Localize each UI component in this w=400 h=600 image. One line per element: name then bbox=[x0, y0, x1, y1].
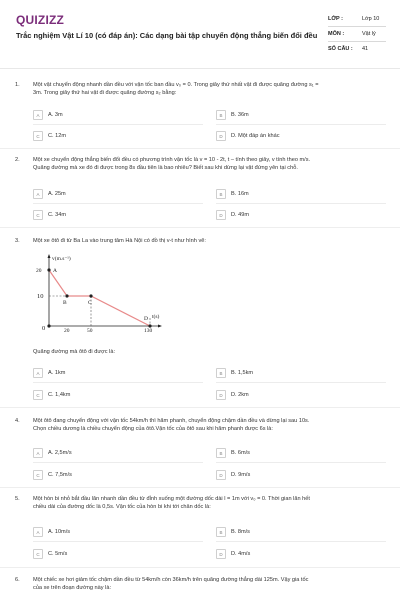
meta-value: Lớp 10 bbox=[362, 16, 380, 22]
meta-count bbox=[328, 46, 368, 52]
option-d[interactable] bbox=[216, 131, 280, 141]
option-b[interactable] bbox=[216, 527, 250, 537]
option-letter-box: C bbox=[33, 210, 43, 220]
y-tick-10: 10 bbox=[37, 293, 44, 300]
option-letter-box: D bbox=[216, 470, 226, 480]
option-letter-box: D bbox=[216, 210, 226, 220]
option-a[interactable] bbox=[33, 448, 72, 458]
option-b[interactable] bbox=[216, 448, 250, 458]
point-label-a: A bbox=[53, 268, 57, 274]
divider bbox=[0, 148, 400, 149]
option-c[interactable] bbox=[33, 390, 70, 400]
point-a bbox=[47, 268, 50, 271]
option-c[interactable] bbox=[33, 470, 72, 480]
option-letter-box: B bbox=[216, 368, 226, 378]
option-text: B. 16m bbox=[231, 191, 249, 197]
question-number: 4. bbox=[15, 418, 20, 424]
question-line: Một ôtô đang chuyển động với vận tốc 54km/h thì hãm phanh, chuyển động chậm dần đều và dừng lại sau 10s. bbox=[33, 418, 310, 424]
divider bbox=[0, 407, 400, 408]
option-text: B. 1,5km bbox=[231, 370, 254, 376]
question-line: Một vật chuyển động nhanh dần đều với vận tốc ban đầu v₀ = 0. Trong giây thứ nhất vật đi được quãng đường s₁ = bbox=[33, 82, 319, 88]
option-letter-box: D bbox=[216, 390, 226, 400]
divider bbox=[216, 124, 386, 125]
question-line: 3m. Trong giây thứ hai vật đi được quãng đường s₂ bằng: bbox=[33, 90, 177, 96]
option-text: D. 49m bbox=[231, 212, 250, 218]
page-title: Trắc nghiệm Vật Lí 10 (có đáp án): Các dạng bài tập chuyển động thẳng biến đổi đều bbox=[16, 31, 318, 40]
question-text bbox=[33, 237, 385, 245]
option-text: C. 7,5m/s bbox=[48, 472, 72, 478]
question-text: Quãng đường mà ôtô đi được là: bbox=[33, 349, 115, 355]
option-text: A. 2,5m/s bbox=[48, 450, 72, 456]
x-axis-arrow bbox=[158, 325, 162, 328]
option-letter-box: D bbox=[216, 131, 226, 141]
meta-subject bbox=[328, 31, 376, 37]
question-line: Một chiếc xe hơi giảm tốc chậm dần đều từ 54km/h còn 36km/h trên quãng đường thẳng dài 125m. Vậy gia tốc bbox=[33, 577, 309, 583]
option-b[interactable] bbox=[216, 368, 253, 378]
option-text: B. 8m/s bbox=[231, 529, 250, 535]
divider bbox=[0, 487, 400, 488]
option-text: C. 34m bbox=[48, 212, 67, 218]
option-c[interactable] bbox=[33, 131, 66, 141]
option-letter-box: B bbox=[216, 189, 226, 199]
point-b bbox=[65, 294, 68, 297]
question-line: chiều dài của đường dốc là 0,5s. Vận tốc của hòn bi khi tới chân dốc là: bbox=[33, 504, 211, 510]
question-line: của xe trên đoạn đường này là: bbox=[33, 585, 112, 591]
question-text bbox=[33, 576, 385, 592]
option-text: A. 1km bbox=[48, 370, 66, 376]
option-c[interactable] bbox=[33, 549, 67, 559]
meta-label: SỐ CÂU : bbox=[328, 46, 353, 52]
x-axis-label: t(s) bbox=[152, 314, 160, 320]
x-tick-50: 50 bbox=[87, 328, 93, 332]
meta-value: 41 bbox=[362, 46, 369, 52]
question-number: 3. bbox=[15, 238, 20, 244]
question-number: 5. bbox=[15, 496, 20, 502]
option-text: B. 6m/s bbox=[231, 450, 250, 456]
question-line: Chọn chiều dương là chiều chuyển động của ôtô.Vận tốc của ôtô sau khi hãm phanh được 6s là: bbox=[33, 426, 273, 432]
option-d[interactable] bbox=[216, 210, 249, 220]
question-text bbox=[33, 495, 385, 511]
option-text: C. 1,4km bbox=[48, 392, 71, 398]
divider bbox=[216, 382, 386, 383]
divider bbox=[33, 462, 203, 463]
option-letter-box: B bbox=[216, 110, 226, 120]
option-c[interactable] bbox=[33, 210, 66, 220]
option-b[interactable] bbox=[216, 110, 249, 120]
option-text: A. 3m bbox=[48, 112, 63, 118]
option-a[interactable] bbox=[33, 189, 66, 199]
option-letter-box: B bbox=[216, 527, 226, 537]
option-a[interactable] bbox=[33, 368, 65, 378]
header bbox=[0, 0, 400, 64]
question-text bbox=[33, 156, 385, 172]
option-text: D. 9m/s bbox=[231, 472, 251, 478]
point-label-c: C bbox=[88, 300, 92, 306]
option-d[interactable] bbox=[216, 549, 250, 559]
option-a[interactable] bbox=[33, 527, 70, 537]
option-letter-box: A bbox=[33, 527, 43, 537]
question-text bbox=[33, 417, 385, 433]
meta-label: MÔN : bbox=[328, 31, 345, 37]
meta-class bbox=[328, 16, 379, 22]
option-letter-box: C bbox=[33, 390, 43, 400]
point-label-b: B bbox=[63, 300, 67, 306]
divider bbox=[216, 462, 386, 463]
option-text: A. 10m/s bbox=[48, 529, 71, 535]
brand-logo: QUIZIZZ bbox=[16, 13, 65, 27]
option-letter-box: A bbox=[33, 189, 43, 199]
divider bbox=[33, 382, 203, 383]
option-letter-box: B bbox=[216, 448, 226, 458]
meta-label: LỚP : bbox=[328, 16, 343, 22]
divider bbox=[0, 567, 400, 568]
question-line: Một xe chuyển động thẳng biến đổi đều có phương trình vận tốc là v = 10 - 2t, t – tính theo giây, v tính theo m/s. bbox=[33, 157, 311, 163]
option-letter-box: A bbox=[33, 448, 43, 458]
question-text bbox=[33, 81, 385, 97]
divider bbox=[33, 203, 203, 204]
option-text: D. Một đáp án khác bbox=[231, 133, 280, 139]
divider bbox=[216, 203, 386, 204]
option-text: C. 12m bbox=[48, 133, 67, 139]
x-tick-130: 130 bbox=[144, 328, 153, 332]
question-line: Một hòn bi nhỏ bắt đầu lăn nhanh dần đều từ đỉnh xuống một đường dốc dài l = 1m với v₀ = 0. Thời gian lăn hết bbox=[33, 496, 310, 502]
divider bbox=[33, 541, 203, 542]
option-text: A. 25m bbox=[48, 191, 66, 197]
option-d[interactable] bbox=[216, 470, 250, 480]
point-c bbox=[89, 294, 92, 297]
option-text: D. 4m/s bbox=[231, 551, 251, 557]
question-line: Một xe ôtô đi từ Ba La vào trung tâm Hà Nội có đồ thị v-t như hình vẽ: bbox=[33, 238, 206, 244]
option-d[interactable] bbox=[216, 390, 249, 400]
divider bbox=[328, 41, 386, 42]
option-letter-box: C bbox=[33, 549, 43, 559]
option-b[interactable] bbox=[216, 189, 249, 199]
x-tick-0: 0 bbox=[42, 325, 46, 332]
divider bbox=[0, 227, 400, 228]
y-axis-arrow bbox=[48, 254, 51, 258]
divider bbox=[328, 26, 386, 27]
divider bbox=[216, 541, 386, 542]
header-divider bbox=[0, 68, 400, 69]
velocity-line bbox=[49, 270, 150, 326]
option-text: B. 36m bbox=[231, 112, 249, 118]
point-label-d: D bbox=[144, 316, 148, 322]
option-text: C. 5m/s bbox=[48, 551, 68, 557]
x-tick-20: 20 bbox=[64, 328, 70, 332]
option-text: D. 2km bbox=[231, 392, 249, 398]
option-letter-box: D bbox=[216, 549, 226, 559]
option-letter-box: A bbox=[33, 368, 43, 378]
option-letter-box: C bbox=[33, 131, 43, 141]
meta-value: Vật lý bbox=[362, 31, 376, 37]
option-a[interactable] bbox=[33, 110, 63, 120]
question-number: 2. bbox=[15, 157, 20, 163]
divider bbox=[33, 124, 203, 125]
question-number: 1. bbox=[15, 82, 20, 88]
origin-point bbox=[47, 324, 50, 327]
y-axis-label: v(m.s⁻¹) bbox=[52, 256, 71, 262]
question-line: Quãng đường mà xe đó đi được trong 8s đầu tiên là bao nhiêu? Biết sau khi dừng lại vật đứng yên tại chỗ. bbox=[33, 165, 298, 171]
option-letter-box: C bbox=[33, 470, 43, 480]
question-number: 6. bbox=[15, 577, 20, 583]
velocity-time-graph bbox=[33, 252, 163, 332]
option-letter-box: A bbox=[33, 110, 43, 120]
y-tick-20: 20 bbox=[36, 268, 42, 274]
